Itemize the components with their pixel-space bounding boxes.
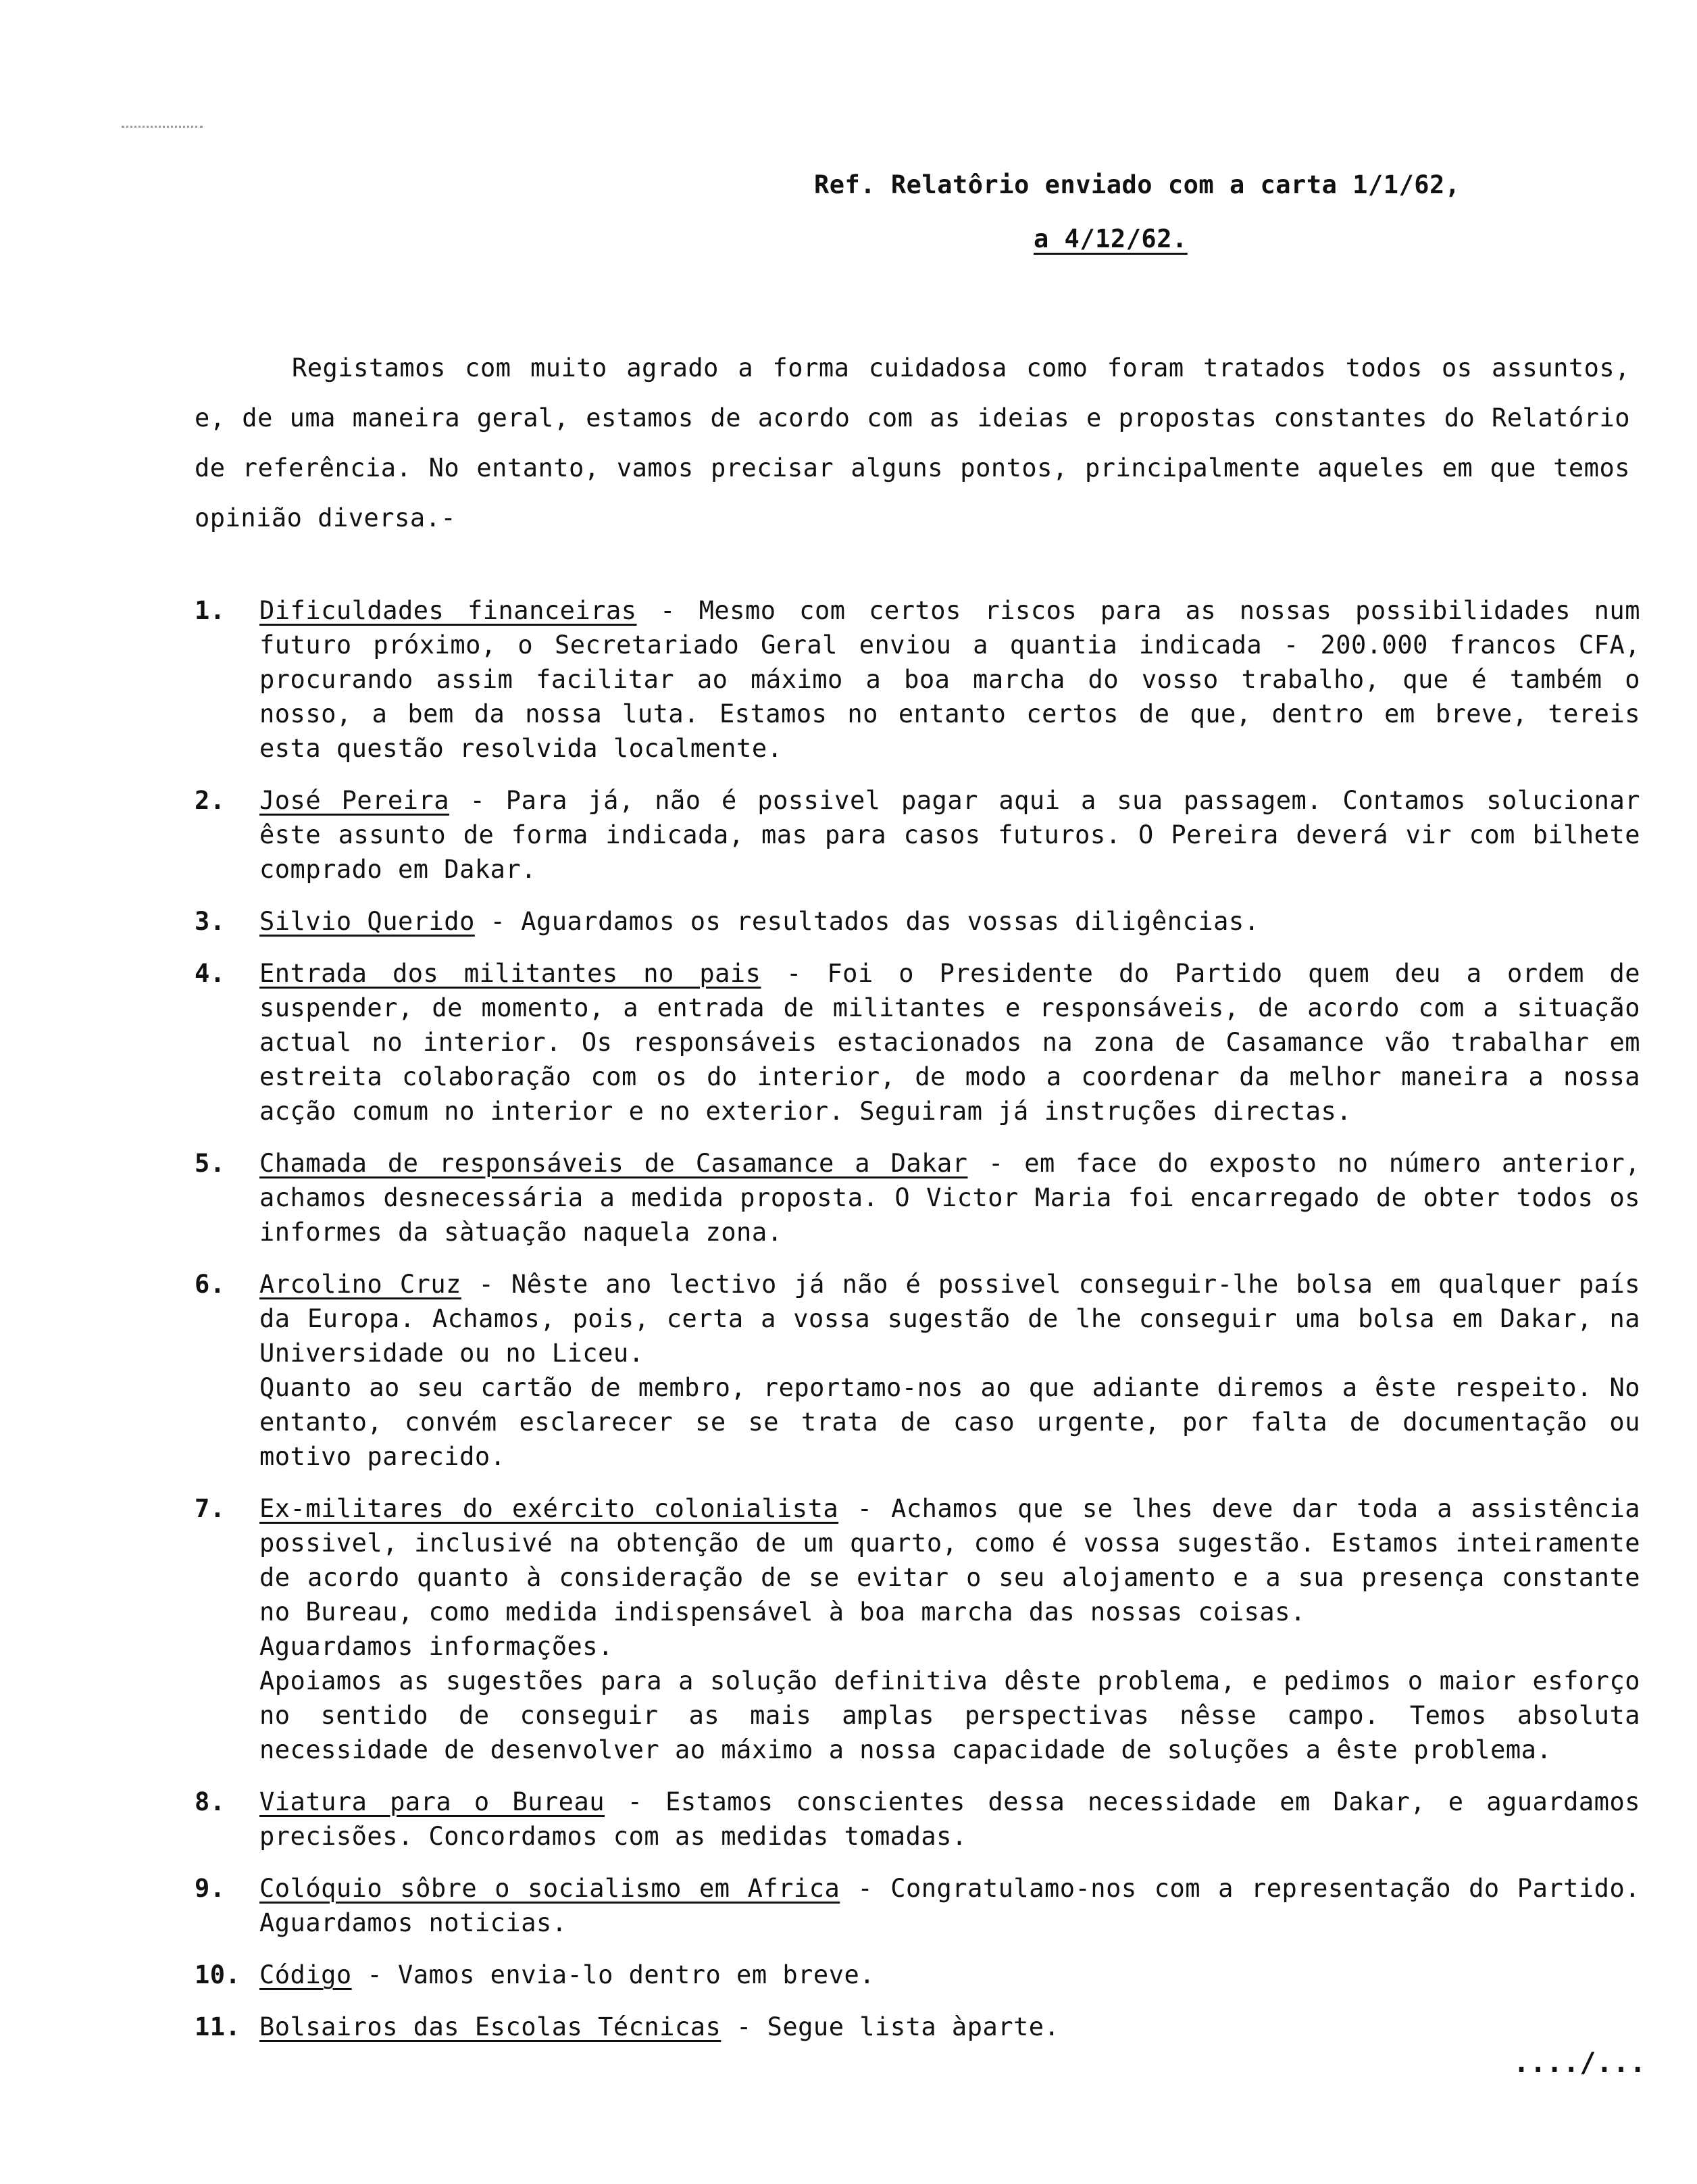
item-body bbox=[259, 1267, 1640, 1474]
item-heading: Entrada dos militantes no pais bbox=[259, 959, 761, 988]
item-number: 9. bbox=[195, 1874, 226, 1903]
item-heading: Colóquio sôbre o socialismo em Africa bbox=[259, 1874, 840, 1903]
item-heading: Bolsairos das Escolas Técnicas bbox=[259, 2012, 721, 2041]
continuation-mark: ..../... bbox=[1513, 2048, 1646, 2079]
item-body bbox=[259, 904, 1640, 939]
item-body bbox=[259, 1146, 1640, 1249]
list-item bbox=[195, 1785, 1640, 1854]
item-text: - Segue lista àparte. bbox=[721, 2012, 1060, 2041]
list-item bbox=[195, 2010, 1640, 2044]
item-heading: Chamada de responsáveis de Casamance a Dakar bbox=[259, 1149, 968, 1178]
item-body bbox=[259, 1958, 1640, 1992]
item-text: - Para já, não é possivel pagar aqui a sua passagem. Contamos solucionar êste assunto de forma indicada, mas para casos futuros. O Pereira deverá vir com bilhete comprado em Dakar. bbox=[259, 786, 1640, 884]
item-number: 7. bbox=[195, 1494, 226, 1523]
item-body bbox=[259, 1871, 1640, 1940]
item-text: - em face do exposto no número anterior, achamos desnecessária a medida proposta. O Victor Maria foi encarregado de obter todos os informes da sàtuação naquela zona. bbox=[259, 1149, 1641, 1247]
intro-text: Registamos com muito agrado a forma cuidadosa como foram tratados todos os assuntos, e, de uma maneira geral, estamos de acordo com as ideias e propostas constantes do Relatório de referência. No entanto, vamos precisar alguns pontos, principalmente aqueles em que temos opinião diversa.- bbox=[195, 353, 1630, 532]
list-item bbox=[195, 783, 1640, 887]
list-item bbox=[195, 1958, 1640, 1992]
item-heading: Ex-militares do exército colonialista bbox=[259, 1494, 839, 1523]
item-text: - Nêste ano lectivo já não é possivel conseguir-lhe bolsa em qualquer país da Europa. Achamos, pois, certa a vossa sugestão de lhe conseguir uma bolsa em Dakar, na Universidade ou no Liceu. bbox=[259, 1270, 1640, 1368]
item-text: - Congratulamo-nos com a representação do Partido. Aguardamos noticias. bbox=[259, 1874, 1640, 1937]
item-number: 6. bbox=[195, 1270, 226, 1299]
reference-line-2: a 4/12/62. bbox=[1034, 224, 1188, 253]
item-body bbox=[259, 1491, 1640, 1767]
item-subparagraph: Apoiamos as sugestões para a solução definitiva dêste problema, e pedimos o maior esforço no sentido de conseguir as mais amplas perspectivas nêsse campo. Temos absoluta necessidade de desenvolver ao máximo a nossa capacidade de soluções a êste problema. bbox=[259, 1666, 1640, 1764]
reference-line-1: Ref. Relatôrio enviado com a carta 1/1/62, bbox=[814, 170, 1461, 199]
item-text: - Aguardamos os resultados das vossas diligências. bbox=[474, 907, 1260, 936]
item-number: 8. bbox=[195, 1787, 226, 1816]
item-heading: José Pereira bbox=[259, 786, 450, 815]
item-body bbox=[259, 2010, 1640, 2044]
list-item bbox=[195, 904, 1640, 939]
item-number: 3. bbox=[195, 907, 226, 936]
item-subparagraph: Aguardamos informações. bbox=[259, 1632, 613, 1661]
item-number: 4. bbox=[195, 959, 226, 988]
list-item bbox=[195, 1146, 1640, 1249]
list-item bbox=[195, 1491, 1640, 1767]
item-subparagraph: Quanto ao seu cartão de membro, reportamo-nos ao que adiante diremos a êste respeito. No entanto, convém esclarecer se se trata de caso urgente, por falta de documentação ou motivo parecido. bbox=[259, 1373, 1640, 1471]
scan-smudge bbox=[122, 126, 203, 132]
item-body bbox=[259, 956, 1640, 1128]
item-text: - Achamos que se lhes deve dar toda a assistência possivel, inclusivé na obtenção de um quarto, como é vossa sugestão. Estamos inteiramente de acordo quanto à consideração de se evitar o seu alojamento e a sua presença constante no Bureau, como medida indispensável à boa marcha das nossas coisas. bbox=[259, 1494, 1640, 1627]
item-heading: Dificuldades financeiras bbox=[259, 596, 637, 625]
item-text: - Mesmo com certos riscos para as nossas possibilidades num futuro próximo, o Secretariado Geral enviou a quantia indicada - 200.000 francos CFA, procurando assim facilitar ao máximo a boa marcha do vosso trabalho, que é também o nosso, a bem da nossa luta. Estamos no entanto certos de que, dentro em breve, tereis esta questão resolvida localmente. bbox=[259, 596, 1640, 763]
item-number: 2. bbox=[195, 786, 226, 815]
item-body bbox=[259, 1785, 1640, 1854]
list-item bbox=[195, 1871, 1640, 1940]
item-number: 1. bbox=[195, 596, 226, 625]
item-number: 11. bbox=[195, 2012, 241, 2041]
item-heading: Código bbox=[259, 1960, 352, 1989]
item-heading: Arcolino Cruz bbox=[259, 1270, 461, 1299]
item-body bbox=[259, 593, 1640, 766]
item-heading: Silvio Querido bbox=[259, 907, 475, 936]
item-text: - Estamos conscientes dessa necessidade em Dakar, e aguardamos precisões. Concordamos com as medidas tomadas. bbox=[259, 1787, 1640, 1851]
item-text: - Foi o Presidente do Partido quem deu a ordem de suspender, de momento, a entrada de militantes e responsáveis, de acordo com a situação actual no interior. Os responsáveis estacionados na zona de Casamance vão trabalhar em estreita colaboração com os do interior, de modo a coordenar da melhor maneira a nossa acção comum no interior e no exterior. Seguiram já instruções directas. bbox=[259, 959, 1641, 1126]
reference-block bbox=[814, 158, 1461, 266]
list-item bbox=[195, 593, 1640, 766]
list-item bbox=[195, 956, 1640, 1128]
item-body bbox=[259, 783, 1640, 887]
item-text: - Vamos envia-lo dentro em breve. bbox=[351, 1960, 876, 1989]
item-number: 5. bbox=[195, 1149, 226, 1178]
item-heading: Viatura para o Bureau bbox=[259, 1787, 605, 1816]
item-number: 10. bbox=[195, 1960, 241, 1989]
list-item bbox=[195, 1267, 1640, 1474]
intro-paragraph bbox=[195, 343, 1630, 543]
item-list bbox=[195, 593, 1640, 2062]
